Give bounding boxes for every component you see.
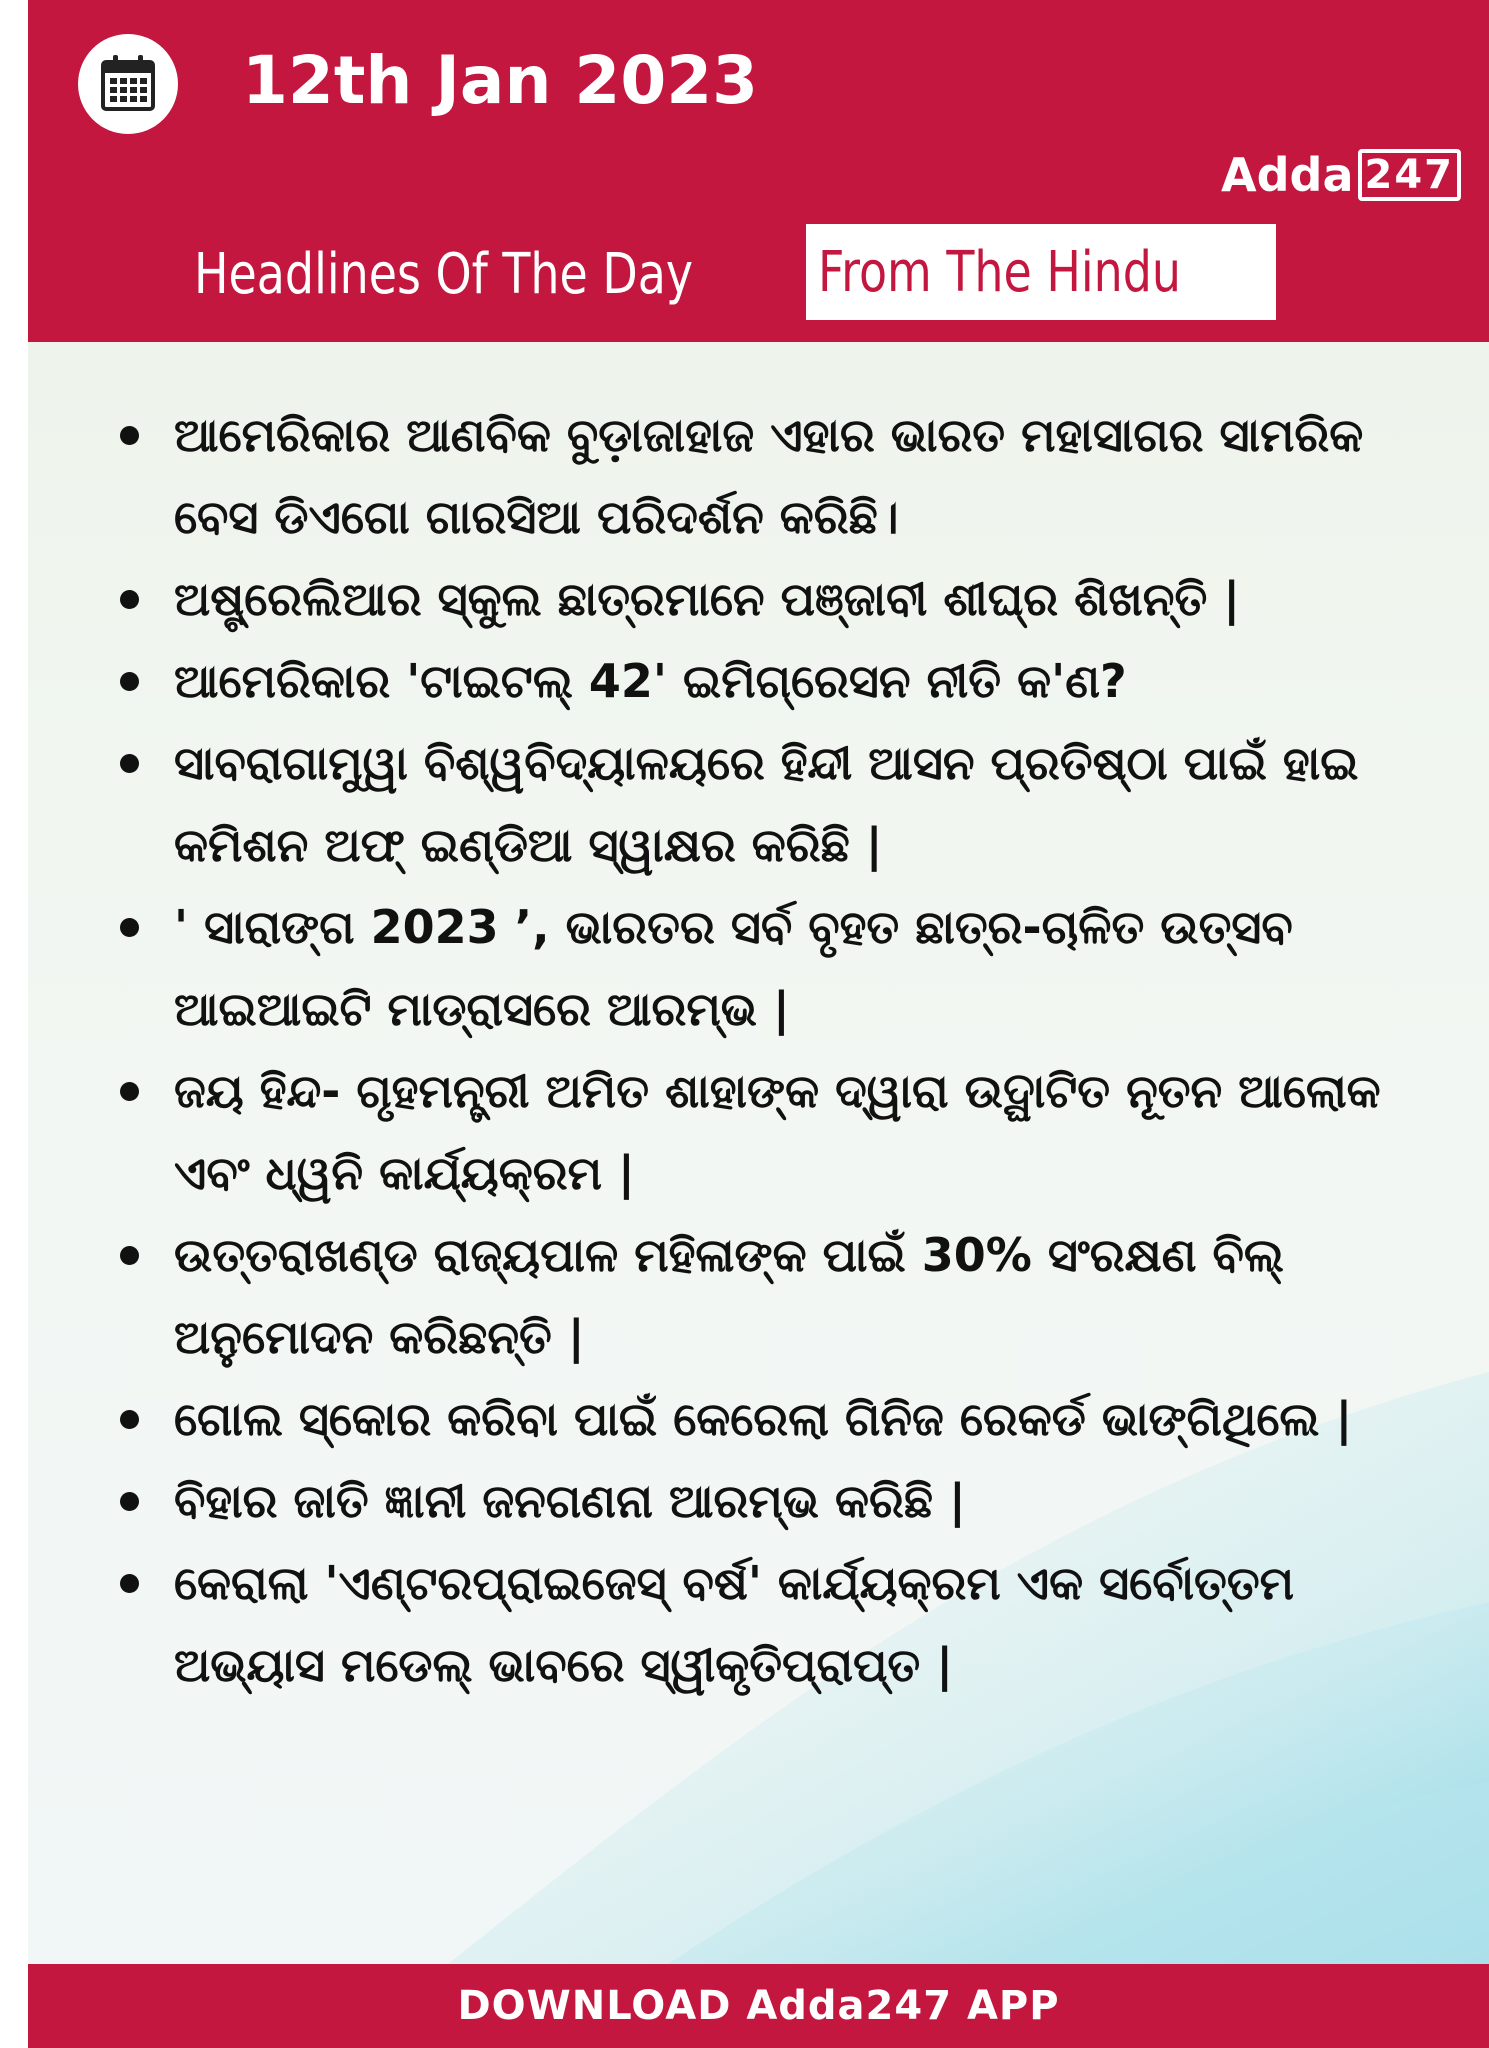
headlines-title: Headlines Of The Day xyxy=(194,242,694,307)
list-item xyxy=(108,1214,1448,1378)
bullet-icon xyxy=(120,426,139,445)
headline-text: ' ସାରାଙ୍ଗ 2023 ’, ଭାରତର ସର୍ବ ବୃହତ ଛାତ୍ର-ଚାଳିତ ଉତ୍ସବ ଆଇଆଇଟି ମାଡ୍ରାସରେ ଆରମ୍ଭ | xyxy=(174,900,1293,1036)
headline-text: ଉତ୍ତରାଖଣ୍ଡ ରାଜ୍ୟପାଳ ମହିଳାଙ୍କ ପାଇଁ 30% ସଂରକ୍ଷଣ ବିଲ୍ ଅନୁମୋଦନ କରିଛନ୍ତି | xyxy=(174,1228,1284,1364)
headline-text: ସାବରାଗାମୁୱା ବିଶ୍ୱବିଦ୍ୟାଳୟରେ ହିନ୍ଦୀ ଆସନ ପ୍ରତିଷ୍ଠା ପାଇଁ ହାଇ କମିଶନ ଅଫ୍ ଇଣ୍ଡିଆ ସ୍ୱାକ୍ଷର କରିଛି | xyxy=(174,736,1359,872)
headline-text: କେରାଲା 'ଏଣ୍ଟରପ୍ରାଇଜେସ୍ ବର୍ଷ' କାର୍ଯ୍ୟକ୍ରମ ଏକ ସର୍ବୋତ୍ତମ ଅଭ୍ୟାସ ମଡେଲ୍ ଭାବରେ ସ୍ୱୀକୃତିପ୍ରାପ୍ତ | xyxy=(174,1556,1295,1692)
source-tag xyxy=(806,224,1276,320)
headline-list xyxy=(108,394,1448,1706)
list-item xyxy=(108,886,1448,1050)
bullet-icon xyxy=(120,1574,139,1593)
bullet-icon xyxy=(120,754,139,773)
list-item xyxy=(108,1460,1448,1542)
headline-text: ଆମେରିକାର ଆଣବିକ ବୁଡ଼ାଜାହାଜ ଏହାର ଭାରତ ମହାସାଗର ସାମରିକ ବେସ ଡିଏଗୋ ଗାରସିଆ ପରିଦର୍ଶନ କରିଛି। xyxy=(174,408,1364,544)
list-item xyxy=(108,558,1448,640)
bullet-icon xyxy=(120,590,139,609)
headline-text: ବିହାର ଜାତି ଜ୍ଞାନୀ ଜନଗଣନା ଆରମ୍ଭ କରିଛି | xyxy=(174,1474,966,1528)
bullet-icon xyxy=(120,1410,139,1429)
download-app-label: DOWNLOAD Adda247 APP xyxy=(457,1983,1060,2029)
list-item xyxy=(108,640,1448,722)
source-tag-text: From The Hindu xyxy=(818,240,1182,305)
bullet-icon xyxy=(120,1246,139,1265)
download-app-banner[interactable] xyxy=(28,1964,1489,2048)
list-item xyxy=(108,1050,1448,1214)
headline-text: ଗୋଲ ସ୍କୋର କରିବା ପାଇଁ କେରେଲା ଗିନିଜ ରେକର୍ଡ ଭାଙ୍ଗିଥିଲେ | xyxy=(174,1392,1353,1446)
calendar-icon xyxy=(100,54,156,112)
adda247-logo xyxy=(1221,148,1461,202)
brand-text: Adda xyxy=(1221,148,1354,202)
list-item xyxy=(108,722,1448,886)
date-label: 12th Jan 2023 xyxy=(242,42,759,119)
headline-text: ଆମେରିକାର 'ଟାଇଟଲ୍ 42' ଇମିଗ୍ରେସନ ନୀତି କ'ଣ? xyxy=(174,654,1127,708)
calendar-badge xyxy=(78,34,178,134)
headline-text: ଅଷ୍ଟ୍ରେଲିଆର ସ୍କୁଲ ଛାତ୍ରମାନେ ପଞ୍ଜାବୀ ଶୀଘ୍ର ଶିଖନ୍ତି | xyxy=(174,572,1241,626)
bullet-icon xyxy=(120,918,139,937)
header-banner xyxy=(28,0,1489,342)
poster xyxy=(28,0,1489,2048)
bullet-icon xyxy=(120,1492,139,1511)
list-item xyxy=(108,394,1448,558)
bullet-icon xyxy=(120,672,139,691)
bullet-icon xyxy=(120,1082,139,1101)
headline-text: ଜୟ ହିନ୍ଦ- ଗୃହମନ୍ତ୍ରୀ ଅମିତ ଶାହାଙ୍କ ଦ୍ୱାରା ଉଦ୍ଘାଟିତ ନୂତନ ଆଲୋକ ଏବଂ ଧ୍ୱନି କାର୍ଯ୍ୟକ୍ରମ | xyxy=(174,1064,1381,1200)
brand-number: 247 xyxy=(1358,149,1462,201)
list-item xyxy=(108,1378,1448,1460)
headlines-panel xyxy=(28,342,1489,1964)
list-item xyxy=(108,1542,1448,1706)
